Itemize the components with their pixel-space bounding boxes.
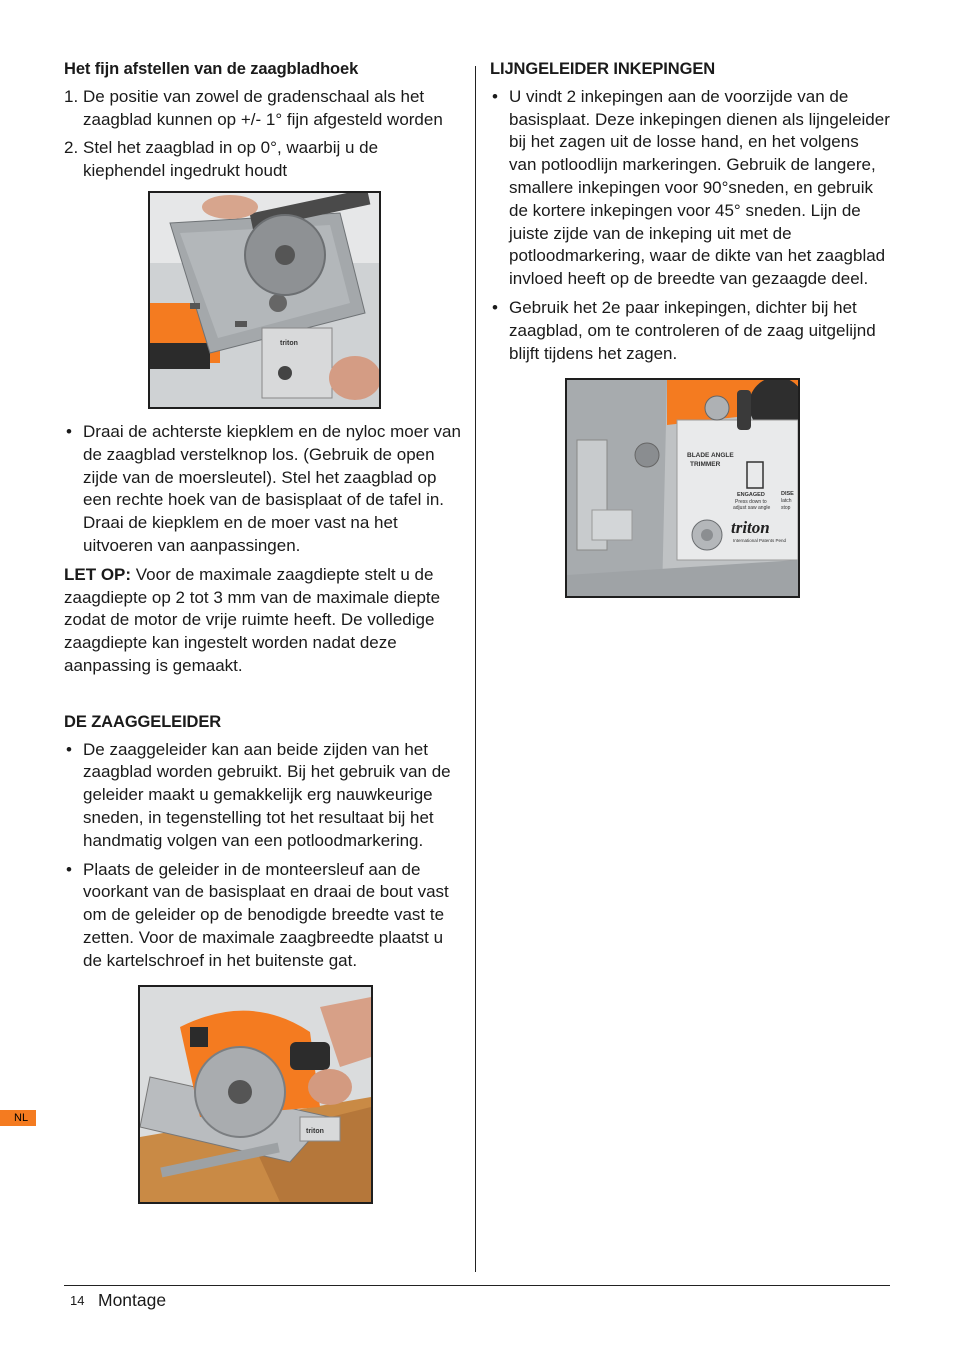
left-column [64, 58, 464, 1204]
bullet-guide-mount: • Plaats de geleider in de monteersleuf aan de voorkant van de basisplaat en draai de bout vast om de geleider op de benodigde breedte vast te zetten. Voor de maximale zaagbreedte plaatst u de kartelschroef in het buitenste gat. [64, 859, 464, 973]
circular-saw-photo [140, 987, 371, 1202]
step-text: Stel het zaagblad in op 0°, waarbij u de kiephendel ingedrukt houdt [83, 138, 379, 181]
right-column [490, 58, 890, 598]
brand-label: triton [280, 339, 298, 347]
note-label: LET OP: [64, 564, 132, 584]
step-number: 1. [64, 86, 79, 106]
bullet-second-notches: • Gebruik het 2e paar inkepingen, dichter bij het zaagblad, om te controleren of de zaag uitgelijnd blijft tijdens het zagen. [490, 297, 890, 365]
bullet-notches: • U vindt 2 inkepingen aan de voorzijde van de basisplaat. Deze inkepingen dienen als lijngeleider bij het zagen uit de losse hand, en het volgens van potloodlijn markeringen. Gebruik de langere, smallere inkepingen voor 90°sneden, en gebruik de kortere inkepingen voor 45° sneden. Lijn de juiste zijde van de inkeping uit met de potloodmarkering, waar de dikte van het zaagblad invloed heeft op de breedte van gezaagde deel. [490, 86, 890, 291]
photo-label-latch: latch [781, 498, 792, 505]
photo-brand-logo: triton [731, 518, 770, 538]
photo-label-adjust: adjust saw angle [733, 505, 771, 512]
photo-label-engaged: ENGAGED [737, 492, 765, 499]
trimmer-closeup-photo [567, 380, 798, 596]
figure-saw-with-guide [138, 985, 373, 1204]
bullet-loosen-clamp: • Draai de achterste kiepklem en de nyloc moer van de zaagblad verstelknop los. (Gebruik de open zijde van de moersleutel). Stel het zaagblad op een rechte hoek van de basisplaat of de tafel in. Draai de kiepklem en de moer vast na het uitvoeren van aanpassingen. [64, 421, 464, 558]
figure-blade-square [148, 191, 381, 409]
step-1 [64, 86, 464, 132]
photo-label-blade-angle: BLADE ANGLE [687, 452, 734, 460]
brand-label: triton [306, 1127, 324, 1135]
section-heading-line-guide: LIJNGELEIDER INKEPINGEN [490, 60, 716, 78]
photo-label-dise: DISE [781, 491, 794, 498]
column-divider [475, 66, 476, 1272]
note-paragraph [64, 564, 464, 678]
page-number: 14 [70, 1293, 85, 1308]
section-heading-guide: DE ZAAGGELEIDER [64, 712, 222, 731]
step-number: 2. [64, 138, 79, 158]
photo-label-stop: stop [781, 505, 791, 512]
figure-blade-angle-trimmer [565, 378, 800, 598]
language-tag: NL [0, 1110, 36, 1126]
saw-baseplate-photo [150, 193, 379, 407]
bullet-guide-use: • De zaaggeleider kan aan beide zijden van het zaagblad worden gebruikt. Bij het gebruik van de geleider maakt u gemakkelijk erg nauwkeurige sneden, in tegenstelling tot het resultaat bij het handmatig volgen van een potloodmarkering. [64, 739, 464, 853]
footer-section-title: Montage [98, 1290, 167, 1310]
step-text: De positie van zowel de gradenschaal als het zaagblad kunnen op +/- 1° fijn afgesteld worden [83, 86, 443, 129]
note-text: Voor de maximale zaagdiepte stelt u de zaagdiepte op 2 tot 3 mm van de maximale diepte zodat de motor de vrije ruimte heeft. De volledige zaagdiepte kan ingestelt worden nadat deze aanpassing is gemaakt. [64, 564, 441, 675]
photo-label-press: Press down to [735, 499, 767, 506]
photo-label-trimmer: TRIMMER [690, 461, 721, 469]
section-heading-fine-adjust: Het fijn afstellen van de zaagbladhoek [64, 60, 359, 78]
photo-label-patents: International Patents Pend [733, 538, 787, 544]
footer-rule [64, 1285, 890, 1286]
step-2 [64, 137, 464, 183]
